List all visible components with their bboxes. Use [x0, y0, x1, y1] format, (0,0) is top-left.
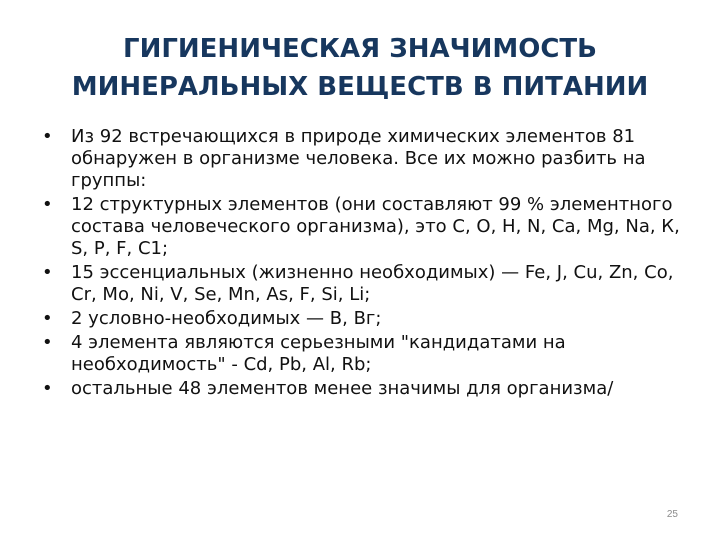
page-number: 25 — [666, 509, 678, 520]
bullet-marker: • — [42, 332, 53, 353]
bullet-item — [42, 332, 702, 376]
bullet-text: остальные 48 элементов менее значимы для организма/ — [71, 378, 614, 399]
bullet-marker: • — [42, 378, 53, 399]
bullet-item — [42, 194, 702, 260]
bullet-item — [42, 378, 702, 400]
bullet-text: Из 92 встречающихся в природе химических элементов 81 обнаружен в организме человека. Все их можно разбить на группы: — [71, 126, 646, 191]
slide-title-line-1: ГИГИЕНИЧЕСКАЯ ЗНАЧИМОСТЬ — [123, 34, 597, 64]
bullet-text: 15 эссенциальных (жизненно необходимых) — Fe, J, Cu, Zn, Co, Cr, Mo, Ni, V, Se, Mn, As, F, Si, Li; — [71, 262, 674, 305]
bullet-list — [42, 126, 702, 402]
slide-title-line-2: МИНЕРАЛЬНЫХ ВЕЩЕСТВ В ПИТАНИИ — [71, 72, 649, 102]
bullet-marker: • — [42, 262, 53, 283]
bullet-marker: • — [42, 308, 53, 329]
bullet-marker: • — [42, 194, 53, 215]
slide-title — [40, 30, 680, 106]
bullet-item — [42, 126, 702, 192]
bullet-item — [42, 262, 702, 306]
bullet-marker: • — [42, 126, 53, 147]
bullet-text: 2 условно-необходимых — В, Вг; — [71, 308, 382, 329]
bullet-text: 12 структурных элементов (они составляют 99 % элементного состава человеческого организма), это С, О, Н, N, Са, Mg, Na, К, S, Р, F, C1; — [71, 194, 680, 259]
bullet-item — [42, 308, 702, 330]
bullet-text: 4 элемента являются серьезными "кандидатами на необходимость" - Cd, Pb, Al, Rb; — [71, 332, 566, 375]
